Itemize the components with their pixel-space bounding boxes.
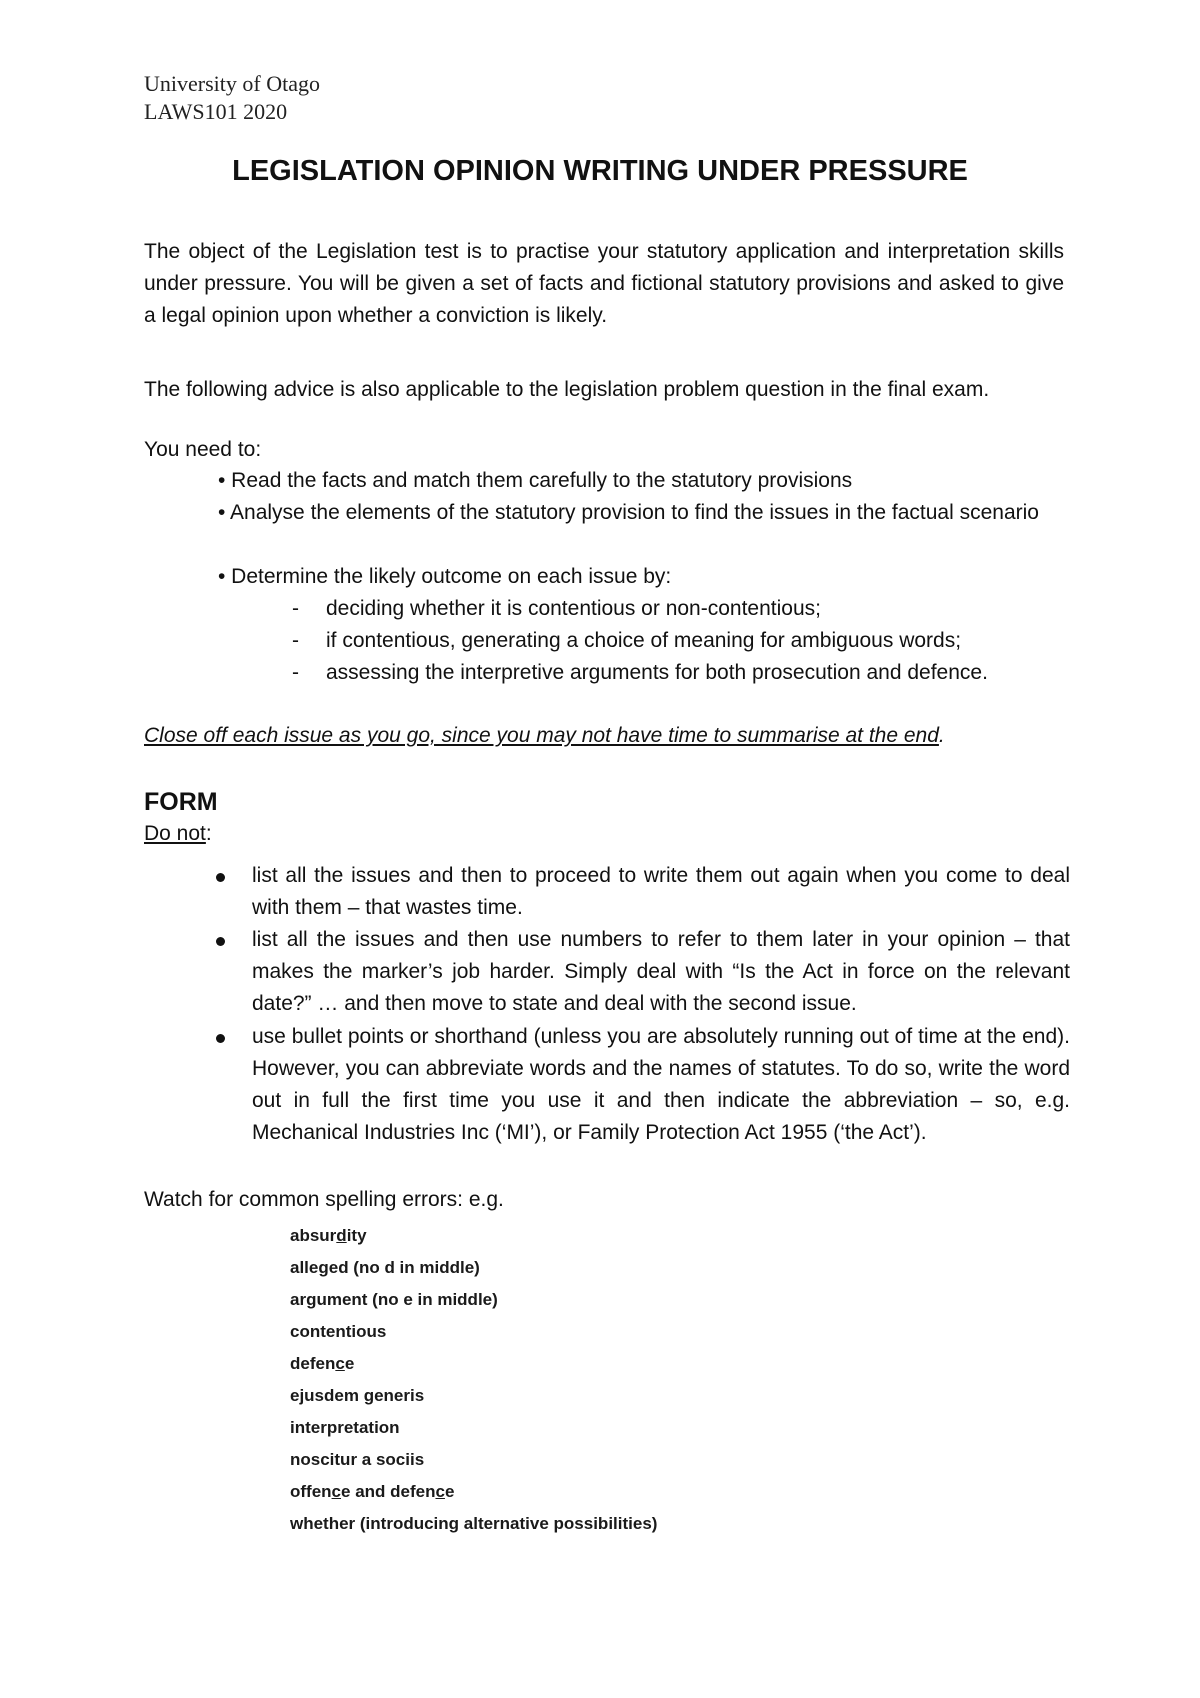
- word-part: defen: [290, 1354, 336, 1373]
- word-part: argument (no e in middle): [290, 1290, 498, 1309]
- dash-marker: -: [292, 597, 299, 620]
- do-not-colon: :: [205, 822, 212, 845]
- dash-marker: -: [292, 629, 299, 652]
- do-not-item: [216, 924, 1070, 1020]
- bullet-icon: [216, 937, 225, 946]
- spelling-list: [290, 1220, 657, 1540]
- word-emphasis: c: [335, 1354, 345, 1373]
- close-off-period: .: [938, 724, 945, 747]
- outcome-step-text: assessing the interpretive arguments for both prosecution and defence.: [326, 661, 988, 684]
- need-item: • Read the facts and match them carefully to the statutory provisions: [218, 469, 853, 492]
- intro-paragraph: The object of the Legislation test is to practise your statutory application and interpretation skills under pressure. You will be given a set of facts and fictional statutory provisions and asked to give a legal opinion upon whether a conviction is likely.: [144, 240, 1064, 327]
- spelling-word: [290, 1444, 657, 1476]
- do-not-item-text: use bullet points or shorthand (unless you are absolutely running out of time at the end). However, you can abbreviate words and the names of statutes. To do so, write the word out in full the first time you use it and then indicate the abbreviation – so, e.g. Mechanical Industries Inc (‘MI’), or Family Protection Act 1955 (‘the Act’).: [252, 1025, 1070, 1144]
- university-name: University of Otago: [144, 71, 320, 96]
- word-emphasis: c: [331, 1482, 342, 1501]
- do-not-item-text: list all the issues and then to proceed to write them out again when you come to deal with them – that wastes time.: [252, 864, 1070, 919]
- outcome-step: [292, 625, 1072, 657]
- word-emphasis: c: [435, 1482, 445, 1501]
- word-part: interpretation: [290, 1418, 400, 1437]
- close-off-note: [144, 720, 945, 752]
- do-not-item: [216, 1021, 1070, 1149]
- spelling-intro: Watch for common spelling errors: e.g.: [144, 1188, 504, 1211]
- form-heading: FORM: [144, 788, 218, 816]
- do-not-item-text: list all the issues and then use numbers to refer to them later in your opinion – that makes the marker’s job harder. Simply deal with “Is the Act in force on the relevant date?” … and then move to state and deal with the second issue.: [252, 928, 1070, 1015]
- advice-paragraph: The following advice is also applicable to the legislation problem question in the final exam.: [144, 378, 990, 401]
- spelling-word: [290, 1380, 657, 1412]
- outcome-step-text: if contentious, generating a choice of meaning for ambiguous words;: [326, 629, 962, 652]
- word-part: contentious: [290, 1322, 387, 1341]
- spelling-word: [290, 1316, 657, 1348]
- word-part: ejusdem generis: [290, 1386, 425, 1405]
- do-not-label: [144, 818, 212, 850]
- close-off-text: Close off each issue as you go, since you may not have time to summarise at the end: [144, 724, 939, 747]
- word-part: absur: [290, 1226, 337, 1245]
- word-part: alleged (no d in middle): [290, 1258, 480, 1277]
- document-header: [144, 70, 320, 126]
- need-item: • Analyse the elements of the statutory provision to find the issues in the factual scenario: [218, 501, 1039, 524]
- do-not-item: [216, 860, 1070, 924]
- page-title: LEGISLATION OPINION WRITING UNDER PRESSURE: [232, 155, 968, 187]
- need-item: • Determine the likely outcome on each issue by:: [218, 565, 672, 588]
- outcome-step: [292, 657, 1072, 689]
- spelling-word: [290, 1348, 657, 1380]
- bullet-icon: [216, 1034, 225, 1043]
- spelling-word: [290, 1508, 657, 1540]
- dash-marker: -: [292, 661, 299, 684]
- course-code: LAWS101 2020: [144, 99, 288, 124]
- word-part: ity: [346, 1226, 367, 1245]
- word-part: whether (introducing alternative possibilities): [290, 1514, 658, 1533]
- spelling-word: offence and defence: [290, 1482, 455, 1501]
- spelling-word: [290, 1252, 657, 1284]
- need-label: You need to:: [144, 438, 262, 461]
- word-emphasis: d: [336, 1226, 347, 1245]
- spelling-word: [290, 1412, 657, 1444]
- word-part: e: [344, 1354, 355, 1373]
- spelling-word: [290, 1220, 657, 1252]
- word-part: noscitur a sociis: [290, 1450, 425, 1469]
- bullet-icon: [216, 873, 225, 882]
- word-part: offen: [290, 1482, 332, 1501]
- do-not-text: Do not: [144, 822, 206, 845]
- outcome-step-text: deciding whether it is contentious or non-contentious;: [326, 597, 821, 620]
- spelling-word: [290, 1284, 657, 1316]
- word-part: e and defen: [341, 1482, 436, 1501]
- outcome-step: [292, 593, 1072, 625]
